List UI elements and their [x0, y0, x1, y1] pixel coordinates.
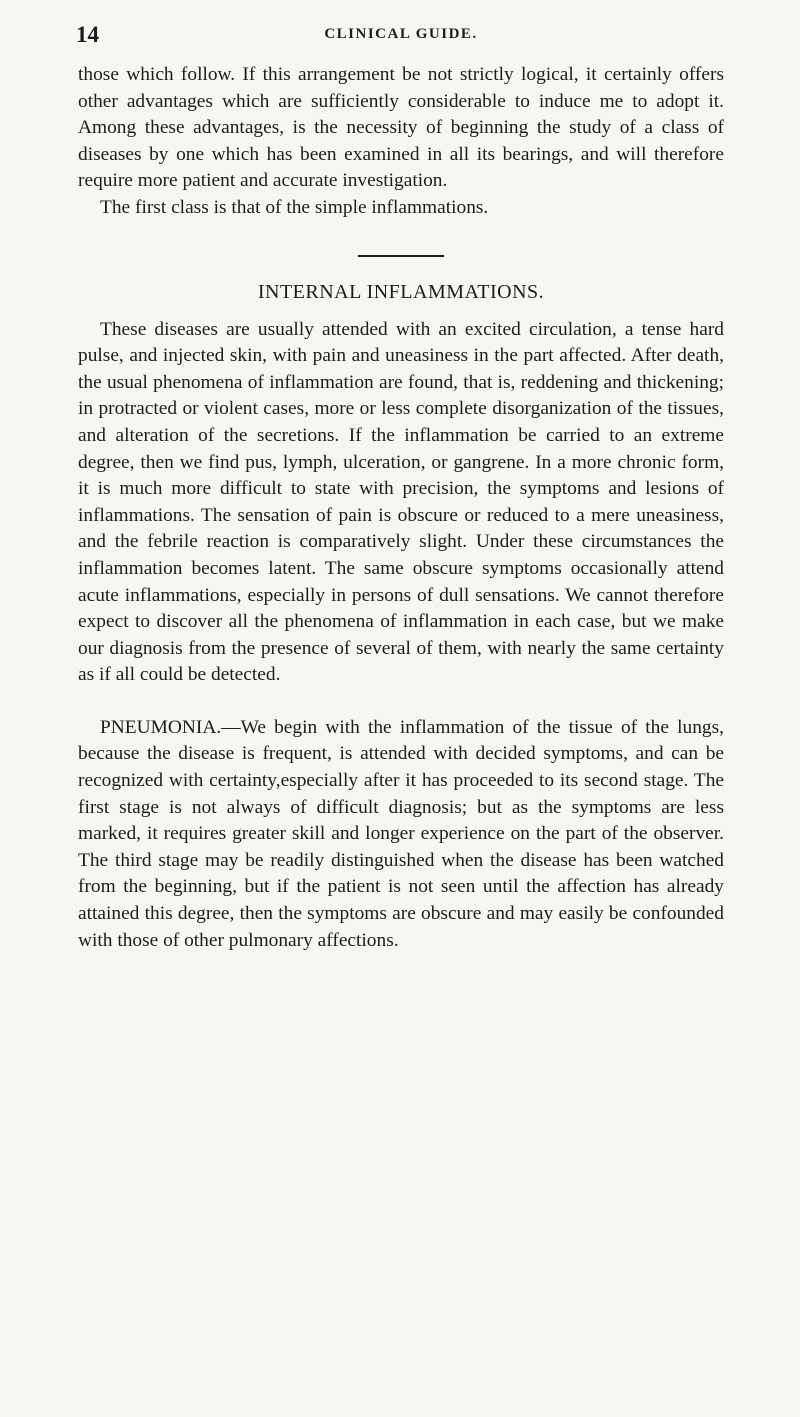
book-page: [78, 22, 724, 954]
inflammations-paragraph: These diseases are usually attended with an excited circulation, a tense hard pulse, and injected skin, with pain and uneasiness in the part affected. After death, the usual phenomena of inflammation are found, that is, reddening and thickening; in protracted or violent cases, more or less complete disorganization of the tissues, and alteration of the secretions. If the inflammation be carried to an extreme degree, then we find pus, lymph, ulceration, or gangrene. In a more chronic form, it is much more difficult to state with precision, the symptoms and lesions of inflammations. The sensation of pain is obscure or reduced to a mere uneasiness, and the febrile reaction is comparatively slight. Under these circumstances the inflammation becomes latent. The same obscure symptoms occasionally attend acute inflammations, especially in persons of dull sensations. We cannot therefore expect to discover all the phenomena of inflammation in each case, but we make our diagnosis from the presence of several of them, with nearly the same certainty as if all could be detected.: [78, 318, 724, 686]
section-heading: INTERNAL INFLAMMATIONS.: [257, 280, 545, 303]
intro-paragraph: those which follow. If this arrangement be not strictly logical, it certainly offers other advantages which are sufficiently considerable to induce me to adopt it. Among these advantages, is the necessity of beginning the study of a class of diseases by one which has been examined in all its bearings, and will therefore require more patient and accurate investigation.: [78, 64, 724, 192]
section-divider: [358, 255, 444, 257]
running-head: CLINICAL GUIDE.: [324, 26, 478, 42]
page-number: 14: [76, 22, 99, 47]
page-header: [78, 22, 724, 62]
intro-closing-sentence: The first class is that of the simple inflammations.: [100, 196, 489, 218]
pneumonia-paragraph: PNEUMONIA.—We begin with the inflammation of the tissue of the lungs, because the disease is frequent, is attended with decided symptoms, and can be recognized with certainty,especially after it has proceeded to its second stage. The first stage is not always of difficult diagnosis; but as the symptoms are less marked, it requires greater skill and longer experience on the part of the observer. The third stage may be readily distinguished when the disease has been watched from the beginning, but if the patient is not seen until the affection has already attained this degree, then the symptoms are obscure and may easily be confounded with those of other pulmonary affections.: [78, 716, 724, 951]
paragraph-gap: [78, 689, 724, 715]
